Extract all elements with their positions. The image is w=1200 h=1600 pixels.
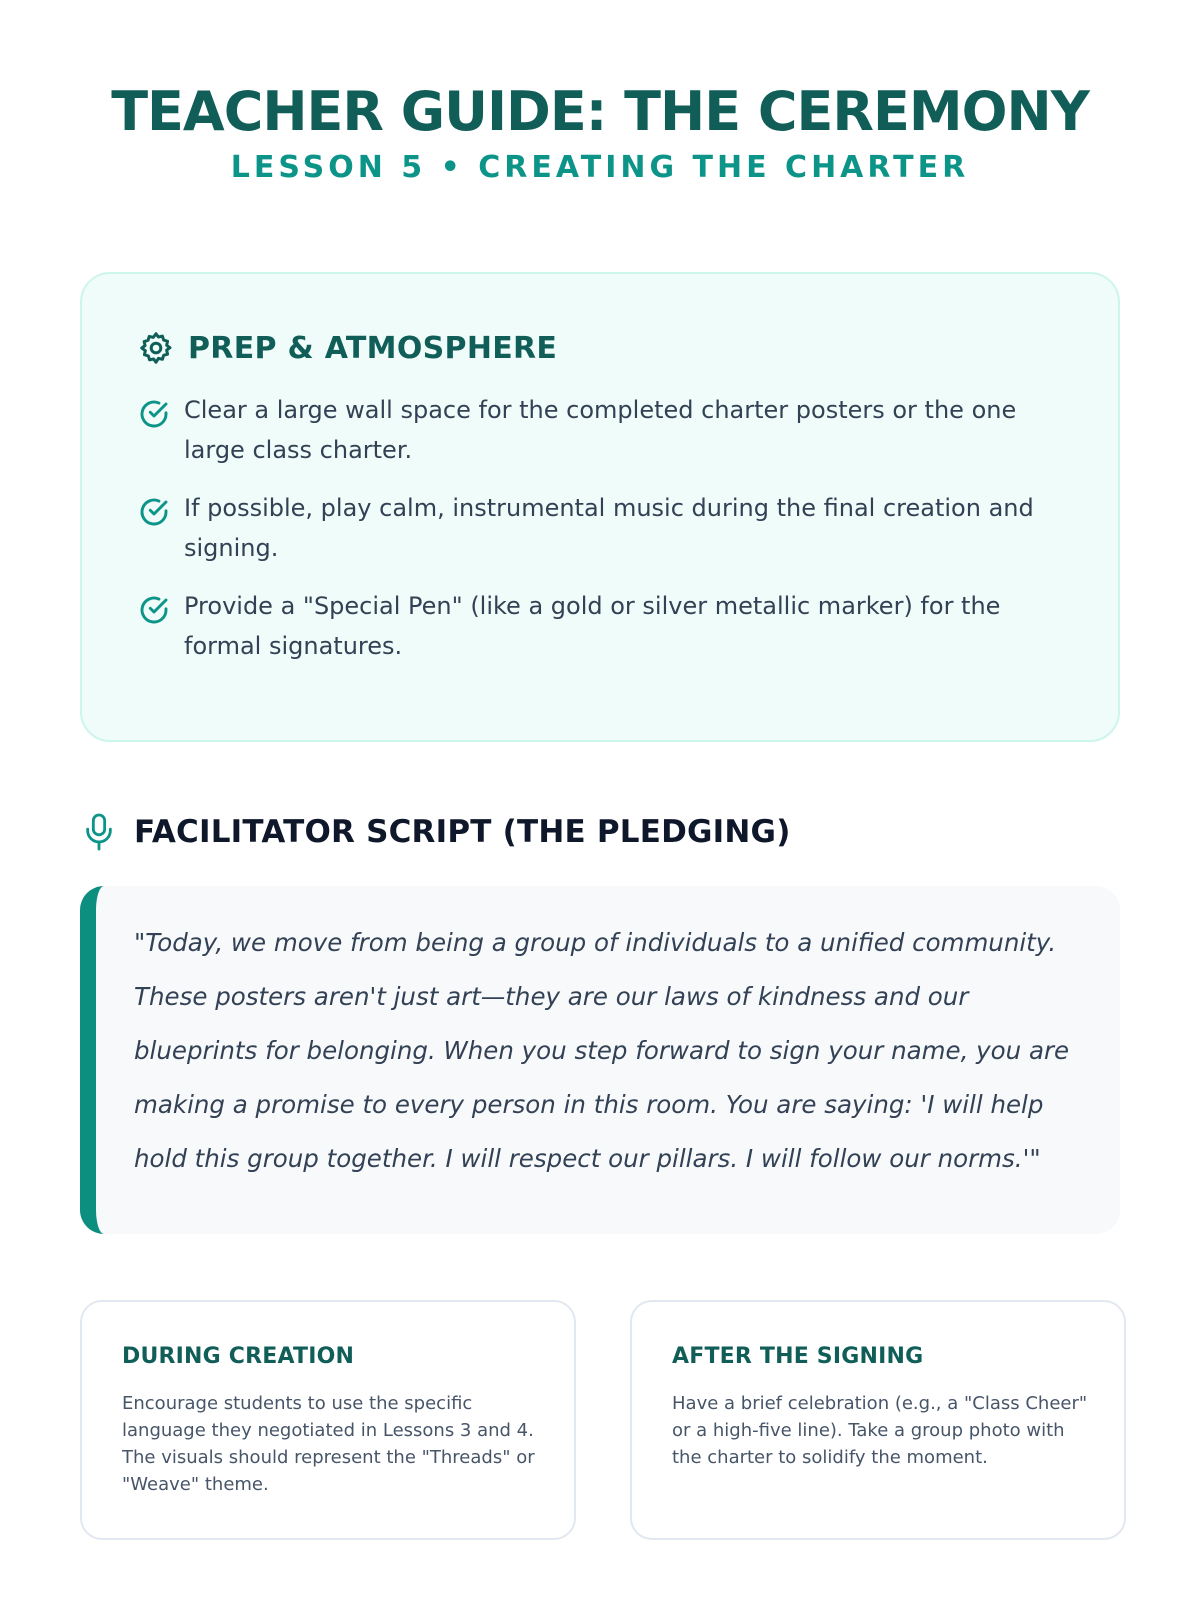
prep-item-text: Provide a "Special Pen" (like a gold or silver metallic marker) for the formal signatures. [184, 592, 1001, 660]
card-title: AFTER THE SIGNING [672, 1344, 924, 1369]
page-header [0, 80, 1200, 188]
prep-list-item [138, 390, 1062, 470]
check-circle-icon [138, 594, 170, 626]
card-title: DURING CREATION [122, 1344, 355, 1369]
prep-item-text: If possible, play calm, instrumental music during the final creation and signing. [184, 494, 1034, 562]
page-title: TEACHER GUIDE: THE CEREMONY [111, 80, 1089, 143]
quote-text: "Today, we move from being a group of individuals to a unified community. These posters aren't just art—they are our laws of kindness and our blueprints for belonging. When you step forward to sign your name, you are making a promise to every person in this room. You are saying: 'I will help hold this group together. I will respect our pillars. I will follow our norms.'" [134, 928, 1070, 1173]
prep-title: PREP & ATMOSPHERE [188, 330, 558, 366]
card-text: Encourage students to use the specific language they negotiated in Lessons 3 and 4. The visuals should represent the "Threads" or "Weave" theme. [122, 1393, 535, 1495]
prep-header [138, 326, 1062, 370]
prep-item-text: Clear a large wall space for the completed charter posters or the one large class charter. [184, 396, 1017, 464]
microphone-icon [82, 812, 116, 852]
gear-icon [138, 330, 174, 366]
script-title: FACILITATOR SCRIPT (THE PLEDGING) [134, 814, 791, 850]
check-circle-icon [138, 398, 170, 430]
during-creation-card [80, 1300, 576, 1540]
prep-list-item [138, 488, 1062, 568]
prep-list-item [138, 586, 1062, 666]
after-signing-card [630, 1300, 1126, 1540]
page-subtitle: LESSON 5 • CREATING THE CHARTER [230, 150, 970, 185]
facilitator-quote [80, 886, 1120, 1234]
script-header [82, 810, 791, 854]
check-circle-icon [138, 496, 170, 528]
prep-atmosphere-panel [80, 272, 1120, 742]
prep-list [138, 390, 1062, 666]
card-text: Have a brief celebration (e.g., a "Class Cheer" or a high-five line). Take a group photo with the charter to solidify the moment. [672, 1393, 1088, 1468]
